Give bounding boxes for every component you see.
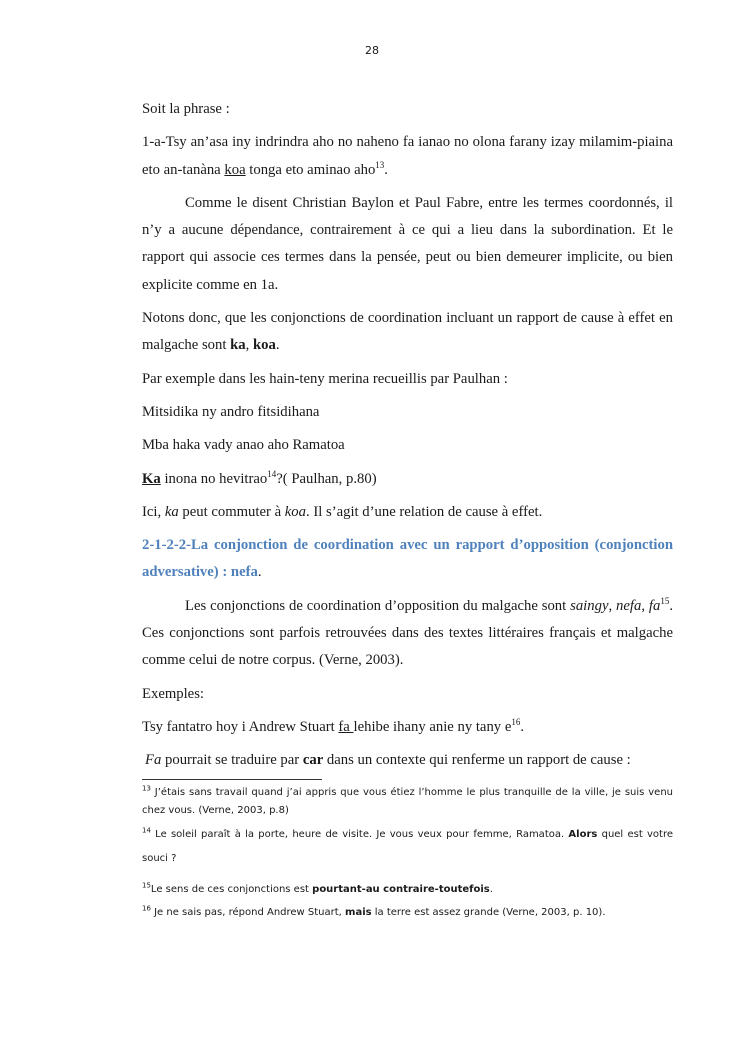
- underlined-word: fa: [338, 718, 354, 735]
- text-run: Notons donc, que les conjonctions de coordination incluant un rapport de cause à effet en malgache sont: [142, 310, 673, 354]
- paragraph-exemples: Exemples:: [142, 685, 204, 702]
- bold-word: koa: [252, 337, 276, 354]
- text-run: dans un contexte qui renferme un rapport de cause :: [323, 752, 631, 769]
- footnote-number: 16: [142, 904, 151, 913]
- italic-word: nefa: [616, 597, 642, 614]
- paragraph-par-exemple: Par exemple dans les hain-teny merina recueillis par Paulhan :: [142, 370, 508, 387]
- text-run: peut commuter à: [178, 503, 285, 520]
- bold-word: mais: [345, 907, 372, 918]
- page-number: 28: [365, 44, 379, 57]
- footnote-number: 15: [142, 881, 151, 890]
- underlined-word: koa: [224, 161, 246, 178]
- bold-word: car: [302, 752, 324, 769]
- bold-underlined-word: Ka: [142, 470, 161, 487]
- footnote-13: [142, 784, 673, 820]
- footnote-ref-16: 16: [511, 717, 521, 728]
- paragraph-fa-traduction: [142, 747, 673, 774]
- text-run: .: [520, 718, 525, 735]
- text-run: 1-a-Tsy an’asa iny indrindra aho no naheno fa ianao no olona farany izay milamim-piaina eto an-tanàna: [142, 134, 673, 178]
- footnote-text: J’étais sans travail quand j’ai appris que vous étiez l’homme le plus tranquille de la ville, je suis venu chez vous. (Verne, 2003, p.8): [142, 787, 673, 816]
- section-heading-text: 2-1-2-2-La conjonction de coordination avec un rapport d’opposition (conjonction adversative) : nefa: [142, 537, 673, 581]
- footnote-number: 13: [142, 784, 151, 793]
- text-run: tonga eto aminao aho: [245, 161, 376, 178]
- text-run: Tsy fantatro hoy i Andrew Stuart: [142, 718, 339, 735]
- footnote-ref-13: 13: [375, 159, 385, 170]
- example-sentence-tsy-fantatro: [142, 714, 673, 741]
- text-run: . Il s’agit d’une relation de cause à effet.: [305, 503, 543, 520]
- text-run: . Ces conjonctions sont parfois retrouvées dans des textes littéraires français et malgache comme celui de notre corpus. (Verne, 2003).: [142, 597, 674, 669]
- footnote-ref-14: 14: [267, 468, 277, 479]
- text-run: ?( Paulhan, p.80): [276, 470, 377, 487]
- footnote-text: Le sens de ces conjonctions est: [150, 884, 313, 895]
- footnote-text: quel est votre souci ?: [142, 829, 674, 864]
- paragraph-baylon-fabre: Comme le disent Christian Baylon et Paul Fabre, entre les termes coordonnés, il n’y a aucune dépendance, contrairement à ce qui a lieu dans la subordination. Et le rapport qui associe ces termes dans la pensée, peut ou bien demeurer implicite, ou bien explicite comme en 1a.: [142, 194, 673, 293]
- document-body: [142, 96, 673, 781]
- italic-word: fa: [648, 597, 661, 614]
- italic-word: saingy: [570, 597, 609, 614]
- section-heading: [142, 532, 673, 587]
- italic-word: Fa: [145, 752, 162, 769]
- text-run: inona no hevitrao: [160, 470, 268, 487]
- verse-line-1: Mitsidika ny andro fitsidihana: [142, 403, 320, 420]
- text-run: .: [384, 161, 388, 178]
- footnote-text: Le soleil paraît à la porte, heure de visite. Je vous veux pour femme, Ramatoa.: [150, 829, 569, 840]
- paragraph-conjonctions-opposition: [142, 593, 673, 675]
- example-sentence-1a: [142, 129, 673, 184]
- paragraph-notons-donc: [142, 305, 673, 360]
- bold-word: pourtant-au contraire-toutefois: [312, 884, 490, 895]
- text-run: ,: [608, 597, 617, 614]
- text-run: lehibe ihany anie ny tany e: [353, 718, 512, 735]
- paragraph-ici: [142, 499, 673, 526]
- footnote-text: Je ne sais pas, répond Andrew Stuart,: [150, 907, 346, 918]
- bold-word: Alors: [568, 829, 598, 840]
- text-run: ,: [245, 337, 253, 354]
- footnotes: [142, 784, 673, 922]
- text-run: ,: [641, 597, 649, 614]
- footnote-number: 14: [142, 826, 151, 835]
- footnote-ref-15: 15: [660, 595, 670, 606]
- verse-line-2: Mba haka vady anao aho Ramatoa: [142, 437, 345, 454]
- footnote-16: [142, 904, 673, 922]
- verse-line-3: [142, 466, 673, 493]
- text-run: Les conjonctions de coordination d’opposition du malgache sont: [185, 597, 571, 614]
- paragraph-intro: Soit la phrase :: [142, 101, 230, 117]
- footnote-14: [142, 823, 673, 871]
- text-run: pourrait se traduire par: [161, 752, 303, 769]
- text-run: .: [275, 337, 280, 354]
- footnote-15: [142, 881, 673, 899]
- italic-word: koa: [284, 503, 306, 520]
- footnote-text: la terre est assez grande (Verne, 2003, p. 10).: [371, 907, 606, 918]
- bold-word: ka: [230, 337, 246, 354]
- footnote-separator: [142, 779, 322, 780]
- text-run: .: [257, 564, 262, 581]
- footnote-text: .: [489, 884, 493, 895]
- italic-word: ka: [164, 503, 179, 520]
- text-run: Ici,: [142, 503, 165, 520]
